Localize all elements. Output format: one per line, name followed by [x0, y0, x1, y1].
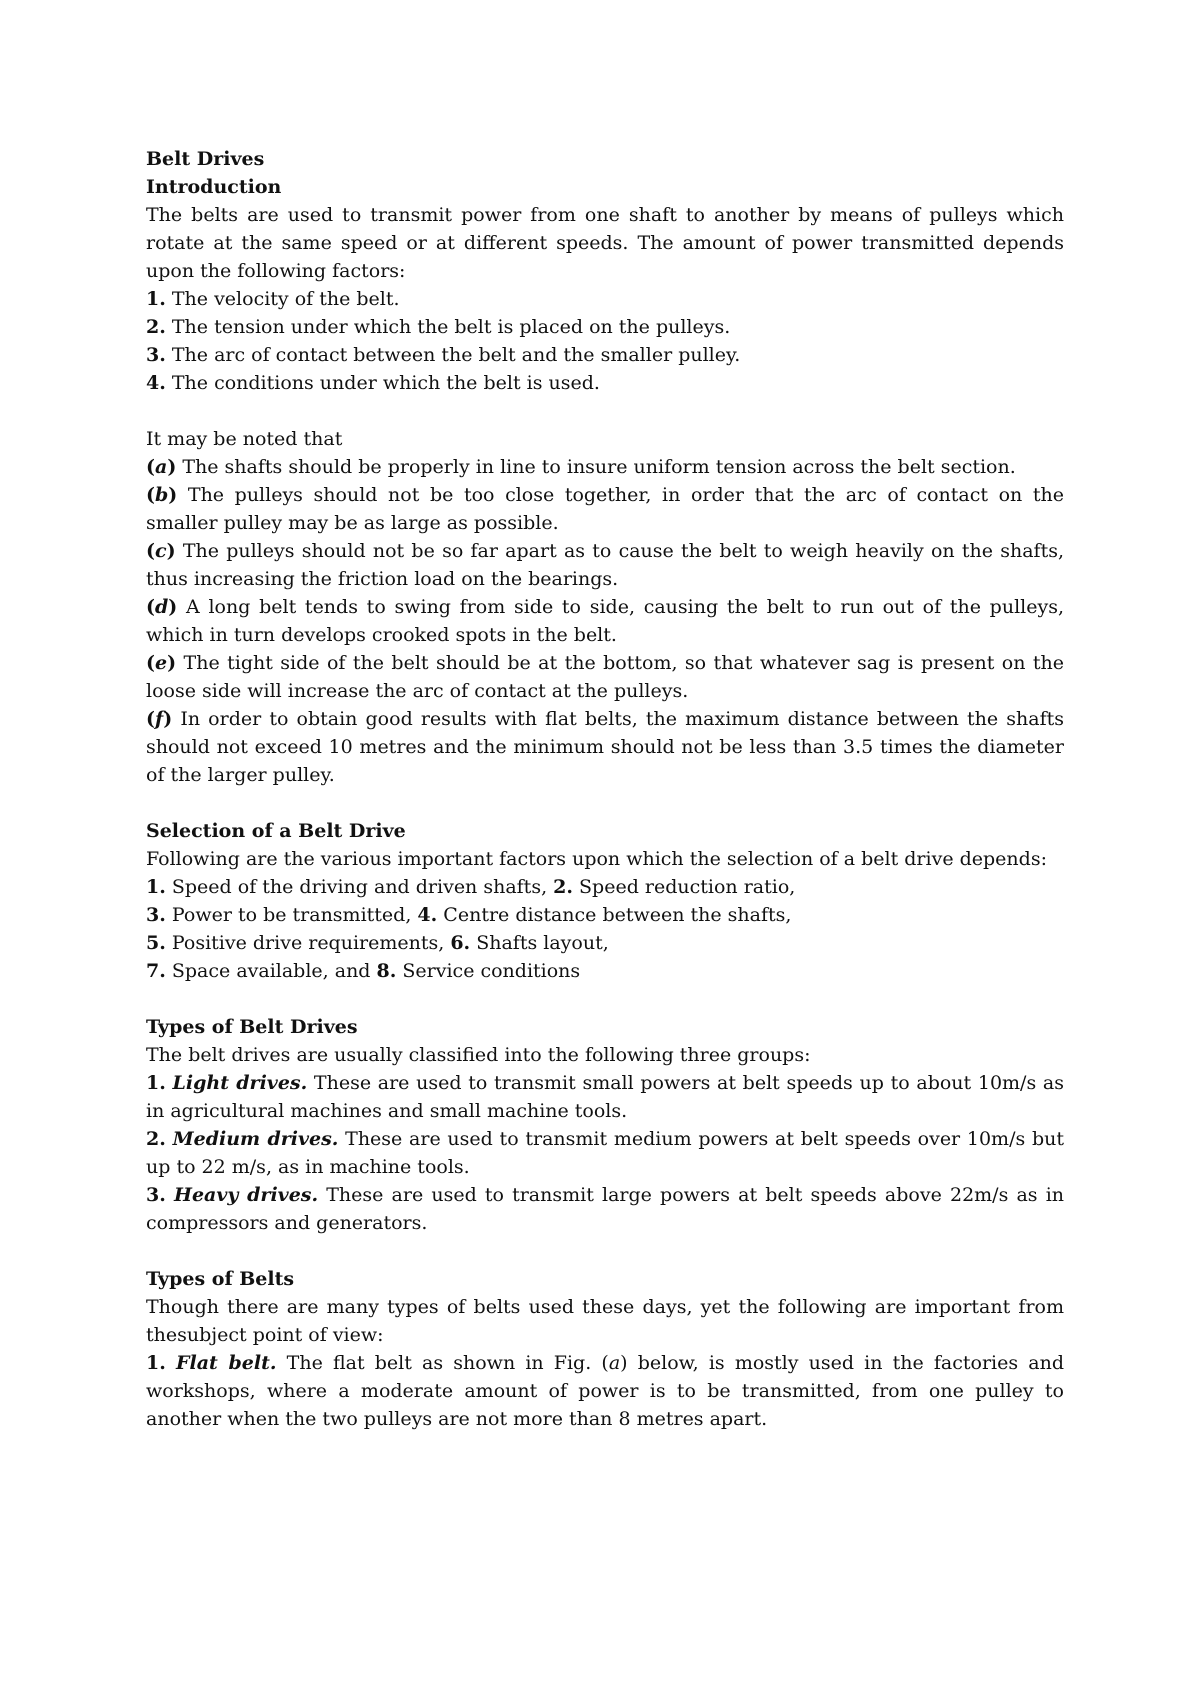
note-item: (c) The pulleys should not be so far apart as to cause the belt to weigh heavily on the shafts, thus increasing the friction load on the bearings. [146, 540, 1064, 590]
factor-text: The velocity of the belt. [165, 288, 400, 310]
noted-intro: It may be noted that [146, 428, 343, 450]
factor-number: 4. [146, 372, 166, 394]
selection-line [146, 957, 1064, 985]
note-item: (a) The shafts should be properly in line to insure uniform tension across the belt section. [146, 456, 1016, 478]
types-drives-intro: The belt drives are usually classified into the following three groups: [146, 1044, 811, 1066]
drive-type-name: Medium drives. [172, 1128, 339, 1150]
factor-text: The conditions under which the belt is used. [165, 372, 600, 394]
drive-type-item [146, 1125, 1064, 1181]
selection-text: Centre distance between the shafts, [437, 904, 792, 926]
note-text: In order to obtain good results with flat belts, the maximum distance between the shafts should not exceed 10 metres and the minimum should not be less than 3.5 times the diameter of the larger pulley. [146, 708, 1064, 786]
factor-item [146, 313, 1064, 341]
belt-type-text: The flat belt as shown in Fig. ( [276, 1352, 609, 1374]
belt-type-item [146, 1349, 1064, 1433]
selection-intro: Following are the various important factors upon which the selection of a belt drive depends: [146, 848, 1047, 870]
selection-line [146, 873, 1064, 901]
drive-type-number: 3. [146, 1184, 166, 1206]
factor-text: The arc of contact between the belt and the smaller pulley. [165, 344, 741, 366]
document-title: Belt Drives [146, 148, 265, 170]
note-label: b [155, 484, 169, 506]
drive-type-name: Heavy drives. [174, 1184, 319, 1206]
drive-type-text: These are used to transmit small powers at belt speeds up to about 10m/s as in agricultural machines and small machine tools. [146, 1072, 1064, 1122]
figure-reference: a [608, 1352, 621, 1374]
selection-line [146, 901, 1064, 929]
note-item: (b) The pulleys should not be too close together, in order that the arc of contact on the smaller pulley may be as large as possible. [146, 484, 1064, 534]
selection-text: Space available, and [165, 960, 377, 982]
factor-item [146, 369, 1064, 397]
note-label: c [155, 540, 167, 562]
note-item: (e) The tight side of the belt should be at the bottom, so that whatever sag is present on the loose side will increase the arc of contact at the pulleys. [146, 652, 1064, 702]
drive-type-name: Light drives. [172, 1072, 308, 1094]
note-text: The pulleys should not be so far apart as to cause the belt to weigh heavily on the shafts, thus increasing the friction load on the bearings. [146, 540, 1064, 590]
spacer [146, 397, 1064, 425]
intro-heading: Introduction [146, 176, 282, 198]
note-text: The tight side of the belt should be at the bottom, so that whatever sag is present on the loose side will increase the arc of contact at the pulleys. [146, 652, 1064, 702]
drive-type-number: 2. [146, 1128, 166, 1150]
factor-number: 2. [146, 316, 166, 338]
selection-number: 2. [553, 876, 573, 898]
note-item: (f) In order to obtain good results with flat belts, the maximum distance between the shafts should not exceed 10 metres and the minimum should not be less than 3.5 times the diameter of the larger pulley. [146, 708, 1064, 786]
types-belts-intro: Though there are many types of belts used these days, yet the following are important from thesubject point of view: [146, 1296, 1064, 1346]
note-text: The pulleys should not be too close together, in order that the arc of contact on the smaller pulley may be as large as possible. [146, 484, 1064, 534]
selection-number: 8. [376, 960, 397, 982]
note-label: d [155, 596, 169, 618]
selection-text: Speed of the driving and driven shafts, [165, 876, 554, 898]
types-drives-heading: Types of Belt Drives [146, 1016, 358, 1038]
selection-text: Service conditions [396, 960, 581, 982]
belt-type-number: 1. [146, 1352, 166, 1374]
note-label: e [155, 652, 168, 674]
document-body [146, 145, 1064, 1433]
spacer [146, 789, 1064, 817]
intro-paragraph: The belts are used to transmit power from one shaft to another by means of pulleys which rotate at the same speed or at different speeds. The amount of power transmitted depends upon the following factors: [146, 204, 1064, 282]
selection-text: Power to be transmitted, [165, 904, 418, 926]
drive-type-number: 1. [146, 1072, 166, 1094]
types-belts-heading: Types of Belts [146, 1268, 295, 1290]
factor-text: The tension under which the belt is placed on the pulleys. [165, 316, 731, 338]
drive-type-item [146, 1069, 1064, 1125]
selection-number: 4. [417, 904, 438, 926]
note-text: A long belt tends to swing from side to side, causing the belt to run out of the pulleys, which in turn develops crooked spots in the belt. [146, 596, 1064, 646]
drive-type-item [146, 1181, 1064, 1237]
note-label: a [155, 456, 168, 478]
spacer [146, 985, 1064, 1013]
selection-number: 3. [146, 904, 166, 926]
factor-number: 1. [146, 288, 166, 310]
selection-number: 6. [450, 932, 471, 954]
note-label: f [155, 708, 164, 730]
selection-line [146, 929, 1064, 957]
factor-item [146, 341, 1064, 369]
spacer [146, 1237, 1064, 1265]
belt-type-name: Flat belt. [176, 1352, 277, 1374]
belt-type-text: ) below, is mostly used in the factories and workshops, where a moderate amount of power is to be transmitted, from one pulley to another when the two pulleys are not more than 8 metres apart. [146, 1352, 1064, 1430]
note-item: (d) A long belt tends to swing from side to side, causing the belt to run out of the pulleys, which in turn develops crooked spots in the belt. [146, 596, 1064, 646]
selection-text: Positive drive requirements, [165, 932, 451, 954]
factor-number: 3. [146, 344, 166, 366]
factor-item [146, 285, 1064, 313]
selection-text: Shafts layout, [470, 932, 609, 954]
selection-number: 1. [146, 876, 166, 898]
selection-heading: Selection of a Belt Drive [146, 820, 406, 842]
selection-number: 7. [146, 960, 166, 982]
selection-number: 5. [146, 932, 166, 954]
note-text: The shafts should be properly in line to insure uniform tension across the belt section. [176, 456, 1016, 478]
drive-type-text: These are used to transmit large powers at belt speeds above 22m/s as in compressors and generators. [146, 1184, 1065, 1234]
selection-text: Speed reduction ratio, [573, 876, 796, 898]
drive-type-text: These are used to transmit medium powers at belt speeds over 10m/s but up to 22 m/s, as in machine tools. [146, 1128, 1064, 1178]
